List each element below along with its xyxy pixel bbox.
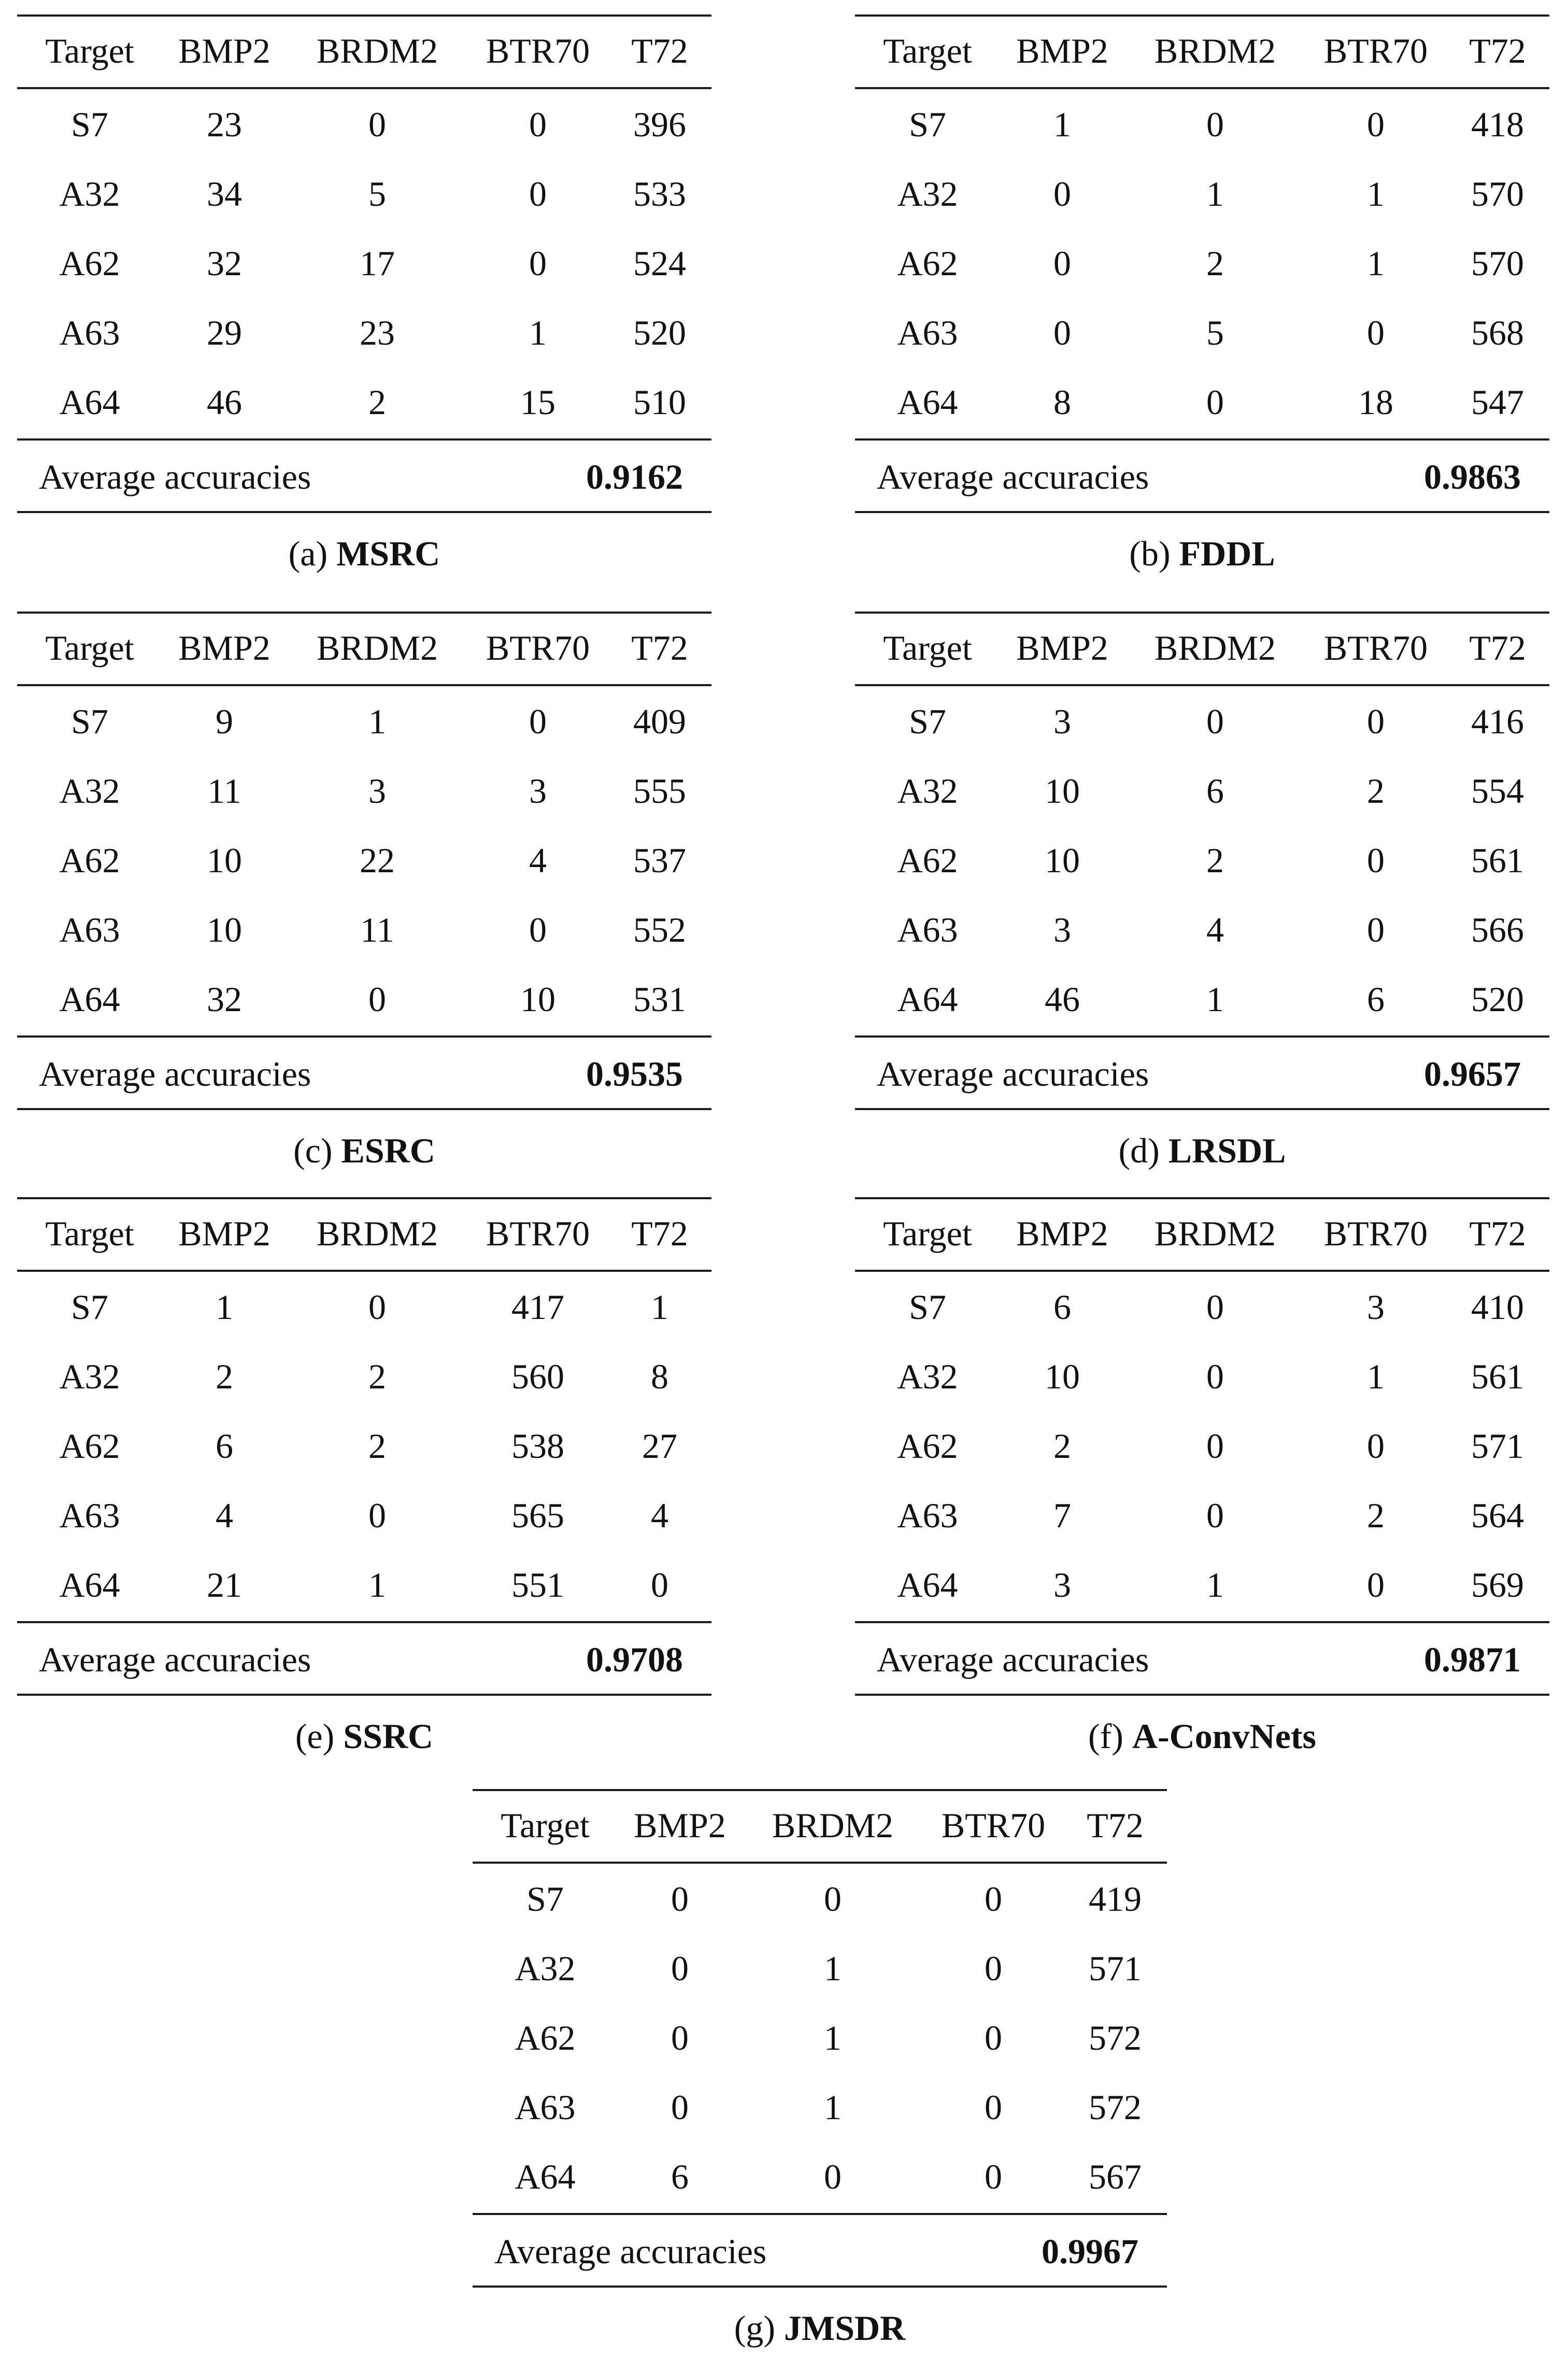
table-rule-mid (17, 87, 711, 89)
confusion-table-f (855, 1183, 1549, 1763)
table-cell: 23 (207, 105, 242, 144)
caption-label: (b) (1129, 534, 1171, 573)
table-cell: 10 (1045, 1357, 1080, 1396)
average-label: Average accuracies (39, 1640, 311, 1679)
table-cell: 419 (1089, 1879, 1142, 1919)
row-label: A64 (897, 382, 958, 422)
row-label: A32 (897, 174, 958, 214)
row-label: S7 (71, 702, 108, 741)
row-label: A62 (897, 1426, 958, 1466)
table-cell: 2 (368, 1357, 386, 1396)
table-rule-sum (855, 1621, 1549, 1623)
table-cell: 4 (651, 1496, 668, 1535)
table-cell: 0 (1367, 1565, 1385, 1605)
table-cell: 0 (824, 1879, 842, 1919)
table-cell: 561 (1471, 841, 1524, 880)
column-header: BRDM2 (316, 628, 438, 668)
table-cell: 0 (529, 702, 547, 741)
row-label: S7 (71, 1287, 108, 1327)
column-header: BTR70 (1323, 1214, 1428, 1253)
table-cell: 2 (368, 1426, 386, 1466)
column-header: BMP2 (1016, 628, 1108, 668)
table-rule-top (855, 1197, 1549, 1199)
table-cell: 32 (207, 244, 242, 283)
column-header: BRDM2 (316, 31, 438, 70)
confusion-table-a (17, 0, 711, 580)
table-cell: 1 (1367, 244, 1385, 283)
table-cell: 0 (1206, 1287, 1224, 1327)
average-value: 0.9967 (1042, 2232, 1138, 2271)
table-cell: 572 (1089, 2088, 1142, 2127)
average-value: 0.9863 (1424, 457, 1521, 496)
average-value: 0.9657 (1424, 1054, 1521, 1094)
table-cell: 4 (1206, 910, 1224, 949)
caption-method: MSRC (336, 534, 440, 573)
table-cell: 561 (1471, 1357, 1524, 1396)
table-cell: 570 (1471, 174, 1524, 214)
table-cell: 5 (368, 174, 386, 214)
table-cell: 0 (1206, 105, 1224, 144)
row-label: A62 (59, 244, 120, 283)
table-cell: 565 (511, 1496, 564, 1535)
row-label: A63 (59, 313, 120, 352)
row-label: A32 (897, 1357, 958, 1396)
average-label: Average accuracies (39, 1054, 311, 1094)
table-cell: 23 (360, 313, 395, 352)
table-cell: 409 (633, 702, 686, 741)
table-cell: 520 (1471, 980, 1524, 1019)
row-label: A32 (59, 1357, 120, 1396)
table-cell: 2 (216, 1357, 233, 1396)
table-rule-sum (17, 1621, 711, 1623)
column-header: BMP2 (634, 1806, 726, 1845)
table-cell: 10 (1045, 841, 1080, 880)
caption-method: JMSDR (784, 2308, 906, 2348)
column-header: Target (883, 628, 972, 668)
table-caption (17, 533, 711, 574)
row-label: A63 (897, 910, 958, 949)
table-cell: 0 (671, 1949, 689, 1988)
row-label: A63 (897, 1496, 958, 1535)
table-cell: 0 (1367, 702, 1385, 741)
table-cell: 8 (651, 1357, 668, 1396)
table-cell: 8 (1053, 382, 1071, 422)
column-header: Target (45, 31, 134, 70)
column-header: Target (501, 1806, 590, 1845)
column-header: BTR70 (1323, 31, 1428, 70)
table-rule-bot (473, 2286, 1167, 2288)
table-cell: 0 (529, 244, 547, 283)
table-cell: 17 (360, 244, 395, 283)
table-cell: 3 (1367, 1287, 1385, 1327)
column-header: BTR70 (486, 1214, 590, 1253)
table-caption (855, 533, 1549, 574)
table-rule-top (855, 15, 1549, 17)
table-cell: 0 (529, 910, 547, 949)
column-header: T72 (631, 1214, 688, 1253)
table-cell: 551 (511, 1565, 564, 1605)
table-cell: 0 (985, 1949, 1002, 1988)
table-cell: 15 (520, 382, 555, 422)
row-label: A62 (59, 841, 120, 880)
row-label: A62 (515, 2018, 576, 2057)
caption-label: (c) (293, 1131, 333, 1170)
table-cell: 11 (360, 910, 394, 949)
table-cell: 1 (651, 1287, 668, 1327)
table-cell: 418 (1471, 105, 1524, 144)
table-cell: 0 (671, 2088, 689, 2127)
row-label: A64 (59, 382, 120, 422)
table-cell: 571 (1089, 1949, 1142, 1988)
table-cell: 6 (216, 1426, 233, 1466)
table-cell: 10 (1045, 771, 1080, 811)
table-cell: 0 (985, 1879, 1002, 1919)
caption-label: (d) (1118, 1131, 1160, 1170)
table-rule-mid (473, 1862, 1167, 1864)
table-cell: 0 (1053, 174, 1071, 214)
row-label: S7 (71, 105, 108, 144)
row-label: S7 (909, 1287, 946, 1327)
table-cell: 2 (368, 382, 386, 422)
table-rule-top (473, 1789, 1167, 1791)
table-cell: 0 (368, 980, 386, 1019)
row-label: A32 (515, 1949, 576, 1988)
table-rule-sum (473, 2213, 1167, 2215)
column-header: T72 (631, 628, 688, 668)
table-cell: 0 (1206, 1357, 1224, 1396)
table-cell: 572 (1089, 2018, 1142, 2057)
table-rule-mid (855, 1270, 1549, 1272)
table-cell: 510 (633, 382, 686, 422)
confusion-table-g (473, 1775, 1167, 2355)
table-cell: 524 (633, 244, 686, 283)
column-header: T72 (1087, 1806, 1144, 1845)
table-rule-sum (855, 1035, 1549, 1038)
column-header: BRDM2 (1154, 31, 1276, 70)
table-rule-top (17, 15, 711, 17)
table-cell: 4 (216, 1496, 233, 1535)
table-cell: 0 (1367, 105, 1385, 144)
table-cell: 0 (1367, 1426, 1385, 1466)
table-cell: 571 (1471, 1426, 1524, 1466)
column-header: BMP2 (1016, 31, 1108, 70)
table-cell: 0 (824, 2157, 842, 2196)
row-label: A63 (59, 1496, 120, 1535)
table-cell: 0 (529, 105, 547, 144)
table-cell: 0 (529, 174, 547, 214)
column-header: T72 (1469, 31, 1526, 70)
table-cell: 566 (1471, 910, 1524, 949)
table-cell: 537 (633, 841, 686, 880)
caption-method: SSRC (343, 1716, 434, 1756)
table-rule-mid (17, 1270, 711, 1272)
table-caption (17, 1130, 711, 1171)
table-cell: 547 (1471, 382, 1524, 422)
table-cell: 32 (207, 980, 242, 1019)
table-cell: 34 (207, 174, 242, 214)
column-header: BTR70 (1323, 628, 1428, 668)
table-cell: 0 (671, 2018, 689, 2057)
average-value: 0.9871 (1424, 1640, 1521, 1679)
table-cell: 1 (529, 313, 547, 352)
table-rule-bot (17, 1694, 711, 1696)
table-cell: 6 (1206, 771, 1224, 811)
table-cell: 2 (1367, 771, 1385, 811)
table-cell: 2 (1053, 1426, 1071, 1466)
column-header: Target (883, 31, 972, 70)
column-header: BRDM2 (1154, 628, 1276, 668)
table-cell: 538 (511, 1426, 564, 1466)
column-header: BMP2 (178, 31, 270, 70)
column-header: BMP2 (1016, 1214, 1108, 1253)
average-label: Average accuracies (877, 1054, 1149, 1094)
column-header: BTR70 (941, 1806, 1046, 1845)
table-rule-bot (17, 511, 711, 513)
table-cell: 1 (824, 2018, 842, 2057)
table-cell: 10 (520, 980, 555, 1019)
table-rule-top (855, 612, 1549, 614)
table-cell: 396 (633, 105, 686, 144)
table-cell: 1 (216, 1287, 233, 1327)
column-header: Target (45, 628, 134, 668)
row-label: A64 (897, 980, 958, 1019)
table-rule-top (17, 612, 711, 614)
table-cell: 564 (1471, 1496, 1524, 1535)
table-cell: 3 (1053, 702, 1071, 741)
table-rule-bot (855, 1108, 1549, 1110)
table-cell: 1 (1206, 1565, 1224, 1605)
column-header: BRDM2 (316, 1214, 438, 1253)
table-cell: 21 (207, 1565, 242, 1605)
row-label: A62 (897, 244, 958, 283)
caption-method: FDDL (1179, 534, 1275, 573)
table-cell: 1 (1367, 174, 1385, 214)
column-header: BTR70 (486, 31, 590, 70)
table-cell: 520 (633, 313, 686, 352)
row-label: A64 (59, 1565, 120, 1605)
table-cell: 6 (1053, 1287, 1071, 1327)
table-cell: 9 (216, 702, 233, 741)
table-cell: 1 (1206, 980, 1224, 1019)
table-rule-mid (855, 87, 1549, 89)
table-rule-bot (855, 511, 1549, 513)
table-cell: 0 (1367, 841, 1385, 880)
caption-method: A-ConvNets (1132, 1716, 1316, 1756)
confusion-table-d (855, 597, 1549, 1177)
average-value: 0.9162 (586, 457, 683, 496)
table-cell: 533 (633, 174, 686, 214)
table-cell: 3 (368, 771, 386, 811)
table-cell: 0 (1053, 244, 1071, 283)
table-cell: 2 (1206, 841, 1224, 880)
column-header: BTR70 (486, 628, 590, 668)
table-rule-sum (855, 438, 1549, 441)
table-cell: 0 (368, 1287, 386, 1327)
table-cell: 0 (368, 105, 386, 144)
caption-method: LRSDL (1168, 1131, 1286, 1170)
table-cell: 0 (1206, 1496, 1224, 1535)
table-cell: 0 (1053, 313, 1071, 352)
caption-label: (a) (288, 534, 328, 573)
column-header: T72 (631, 31, 688, 70)
confusion-table-c (17, 597, 711, 1177)
table-cell: 0 (1367, 910, 1385, 949)
table-rule-mid (17, 684, 711, 686)
table-rule-bot (17, 1108, 711, 1110)
average-label: Average accuracies (39, 457, 311, 496)
row-label: A64 (897, 1565, 958, 1605)
table-cell: 1 (1206, 174, 1224, 214)
table-caption (855, 1130, 1549, 1171)
table-rule-sum (17, 1035, 711, 1038)
table-cell: 416 (1471, 702, 1524, 741)
table-cell: 0 (1206, 1426, 1224, 1466)
table-cell: 46 (207, 382, 242, 422)
row-label: A64 (59, 980, 120, 1019)
table-cell: 29 (207, 313, 242, 352)
confusion-table-e (17, 1183, 711, 1763)
average-value: 0.9535 (586, 1054, 683, 1094)
table-rule-mid (855, 684, 1549, 686)
average-label: Average accuracies (877, 1640, 1149, 1679)
table-cell: 1 (824, 2088, 842, 2127)
table-cell: 3 (1053, 1565, 1071, 1605)
row-label: A62 (897, 841, 958, 880)
table-cell: 531 (633, 980, 686, 1019)
table-cell: 0 (1367, 313, 1385, 352)
row-label: A62 (59, 1426, 120, 1466)
table-cell: 0 (368, 1496, 386, 1535)
table-rule-bot (855, 1694, 1549, 1696)
confusion-table-b (855, 0, 1549, 580)
table-cell: 1 (1053, 105, 1071, 144)
column-header: T72 (1469, 628, 1526, 668)
table-cell: 2 (1206, 244, 1224, 283)
average-label: Average accuracies (494, 2232, 767, 2271)
table-cell: 568 (1471, 313, 1524, 352)
row-label: S7 (909, 702, 946, 741)
table-cell: 0 (651, 1565, 668, 1605)
row-label: S7 (909, 105, 946, 144)
table-cell: 1 (1367, 1357, 1385, 1396)
table-cell: 552 (633, 910, 686, 949)
row-label: A32 (59, 174, 120, 214)
table-cell: 11 (207, 771, 241, 811)
table-cell: 2 (1367, 1496, 1385, 1535)
table-caption (17, 1715, 711, 1757)
table-cell: 569 (1471, 1565, 1524, 1605)
table-cell: 0 (1206, 702, 1224, 741)
table-cell: 554 (1471, 771, 1524, 811)
row-label: A63 (515, 2088, 576, 2127)
table-cell: 0 (671, 1879, 689, 1919)
table-cell: 1 (368, 1565, 386, 1605)
column-header: BMP2 (178, 628, 270, 668)
row-label: A64 (515, 2157, 576, 2196)
table-rule-sum (17, 438, 711, 441)
table-cell: 27 (642, 1426, 677, 1466)
column-header: Target (45, 1214, 134, 1253)
row-label: S7 (526, 1879, 564, 1919)
average-value: 0.9708 (586, 1640, 683, 1679)
table-cell: 5 (1206, 313, 1224, 352)
table-cell: 555 (633, 771, 686, 811)
table-rule-top (17, 1197, 711, 1199)
table-cell: 46 (1045, 980, 1080, 1019)
caption-method: ESRC (341, 1131, 435, 1170)
column-header: Target (883, 1214, 972, 1253)
row-label: A63 (59, 910, 120, 949)
table-cell: 18 (1358, 382, 1393, 422)
caption-label: (e) (295, 1716, 335, 1756)
row-label: A32 (59, 771, 120, 811)
table-caption (855, 1715, 1549, 1757)
column-header: T72 (1469, 1214, 1526, 1253)
column-header: BRDM2 (772, 1806, 894, 1845)
table-cell: 6 (1367, 980, 1385, 1019)
table-cell: 0 (985, 2088, 1002, 2127)
caption-label: (g) (734, 2308, 776, 2348)
table-cell: 3 (1053, 910, 1071, 949)
column-header: BMP2 (178, 1214, 270, 1253)
table-cell: 1 (368, 702, 386, 741)
table-cell: 1 (824, 1949, 842, 1988)
caption-label: (f) (1088, 1716, 1123, 1756)
row-label: A32 (897, 771, 958, 811)
table-cell: 0 (985, 2157, 1002, 2196)
table-caption (473, 2307, 1167, 2349)
table-cell: 570 (1471, 244, 1524, 283)
average-label: Average accuracies (877, 457, 1149, 496)
table-cell: 410 (1471, 1287, 1524, 1327)
table-cell: 7 (1053, 1496, 1071, 1535)
table-cell: 22 (360, 841, 395, 880)
table-cell: 3 (529, 771, 547, 811)
row-label: A63 (897, 313, 958, 352)
table-cell: 567 (1089, 2157, 1142, 2196)
column-header: BRDM2 (1154, 1214, 1276, 1253)
table-cell: 0 (985, 2018, 1002, 2057)
table-cell: 417 (511, 1287, 564, 1327)
table-cell: 560 (511, 1357, 564, 1396)
table-cell: 4 (529, 841, 547, 880)
table-cell: 0 (1206, 382, 1224, 422)
table-cell: 10 (207, 910, 242, 949)
table-cell: 10 (207, 841, 242, 880)
table-cell: 6 (671, 2157, 689, 2196)
